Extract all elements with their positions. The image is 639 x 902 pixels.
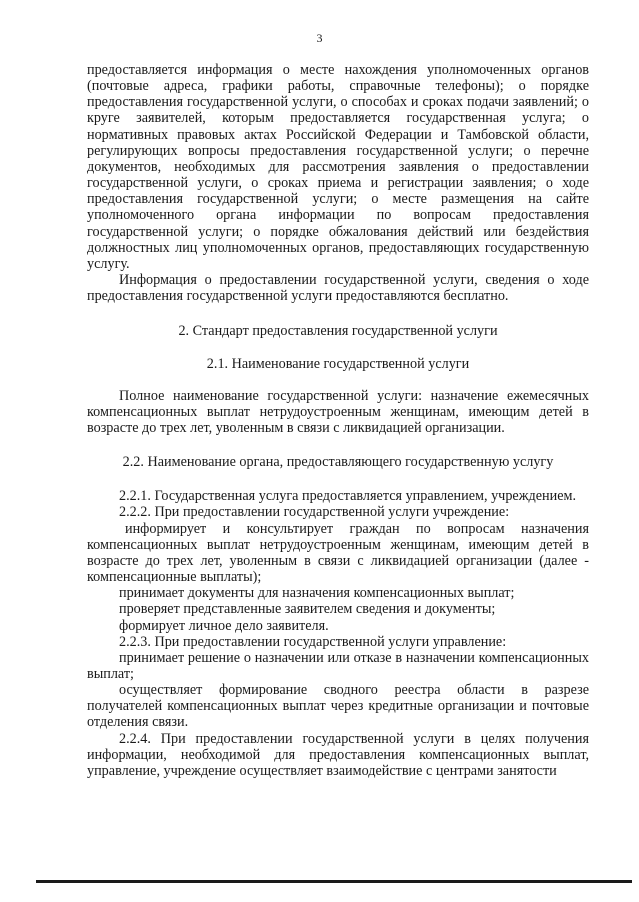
- clause-2-2-2-item-inform: информирует и консультирует граждан по вопросам назначения компенсационных выплат нетрудоустроенным женщинам, имеющим детей в возрасте до трех лет, уволенным в связи с ликвидацией организации (далее - компенсационные выплаты);: [87, 520, 589, 586]
- section-2-2-heading: 2.2. Наименование органа, предоставляющего государственную услугу: [122, 454, 554, 471]
- section-2-1-heading: 2.1. Наименование государственной услуги: [206, 355, 470, 372]
- clause-2-2-3-item-registry: осуществляет формирование сводного реестра области в разрезе получателей компенсационных выплат через кредитные организации и почтовые отделения связи.: [87, 682, 589, 731]
- section-2-heading: 2. Стандарт предоставления государственной услуги: [178, 323, 498, 340]
- clause-2-2-2: 2.2.2. При предоставлении государственной услуги учреждение:: [119, 504, 510, 521]
- clause-2-2-2-item-verify: проверяет представленные заявителем сведения и документы;: [119, 601, 496, 618]
- paragraph-service-full-name: Полное наименование государственной услуги: назначение ежемесячных компенсационных выплат нетрудоустроенным женщинам, имеющим детей в возрасте до трех лет, уволенным в связи с ликвидацией организации.: [87, 387, 589, 436]
- clause-2-2-2-item-file: формирует личное дело заявителя.: [119, 617, 329, 634]
- document-body: [87, 62, 589, 779]
- clause-2-2-3-item-decide: принимает решение о назначении или отказе в назначении компенсационных выплат;: [87, 649, 589, 682]
- scan-bottom-edge: [36, 880, 632, 883]
- clause-2-2-3: 2.2.3. При предоставлении государственной услуги управление:: [119, 633, 507, 650]
- paragraph-info-free: Информация о предоставлении государственной услуги, сведения о ходе предоставления государственной услуги предоставляются бесплатно.: [87, 272, 589, 305]
- clause-2-2-1: 2.2.1. Государственная услуга предоставляется управлением, учреждением.: [119, 488, 577, 505]
- clause-2-2-4: 2.2.4. При предоставлении государственной услуги в целях получения информации, необходимой для предоставления компенсационных выплат, управление, учреждение осуществляет взаимодействие с центрами занятости: [87, 730, 589, 779]
- page-number: 3: [316, 31, 323, 45]
- clause-2-2-2-item-accept: принимает документы для назначения компенсационных выплат;: [119, 585, 515, 602]
- paragraph-info-provided: предоставляется информация о месте нахождения уполномоченных органов (почтовые адреса, графики работы, справочные телефоны); о порядке предоставления государственной услуги, о способах и сроках подачи заявлений; о круге заявителей, которым предоставляется государственная услуга; о нормативных правовых актах Российской Федерации и Тамбовской области, регулирующих вопросы предоставления государственной услуги; о перечне документов, необходимых для рассмотрения заявления о предоставлении государственной услуги, о сроках приема и регистрации заявления; о ходе предоставления государственной услуги; о месте размещения на сайте уполномоченного органа информации по вопросам предоставления государственной услуги; о порядке обжалования действий или бездействия должностных лиц уполномоченных органов, предоставляющих государственную услугу.: [87, 62, 589, 272]
